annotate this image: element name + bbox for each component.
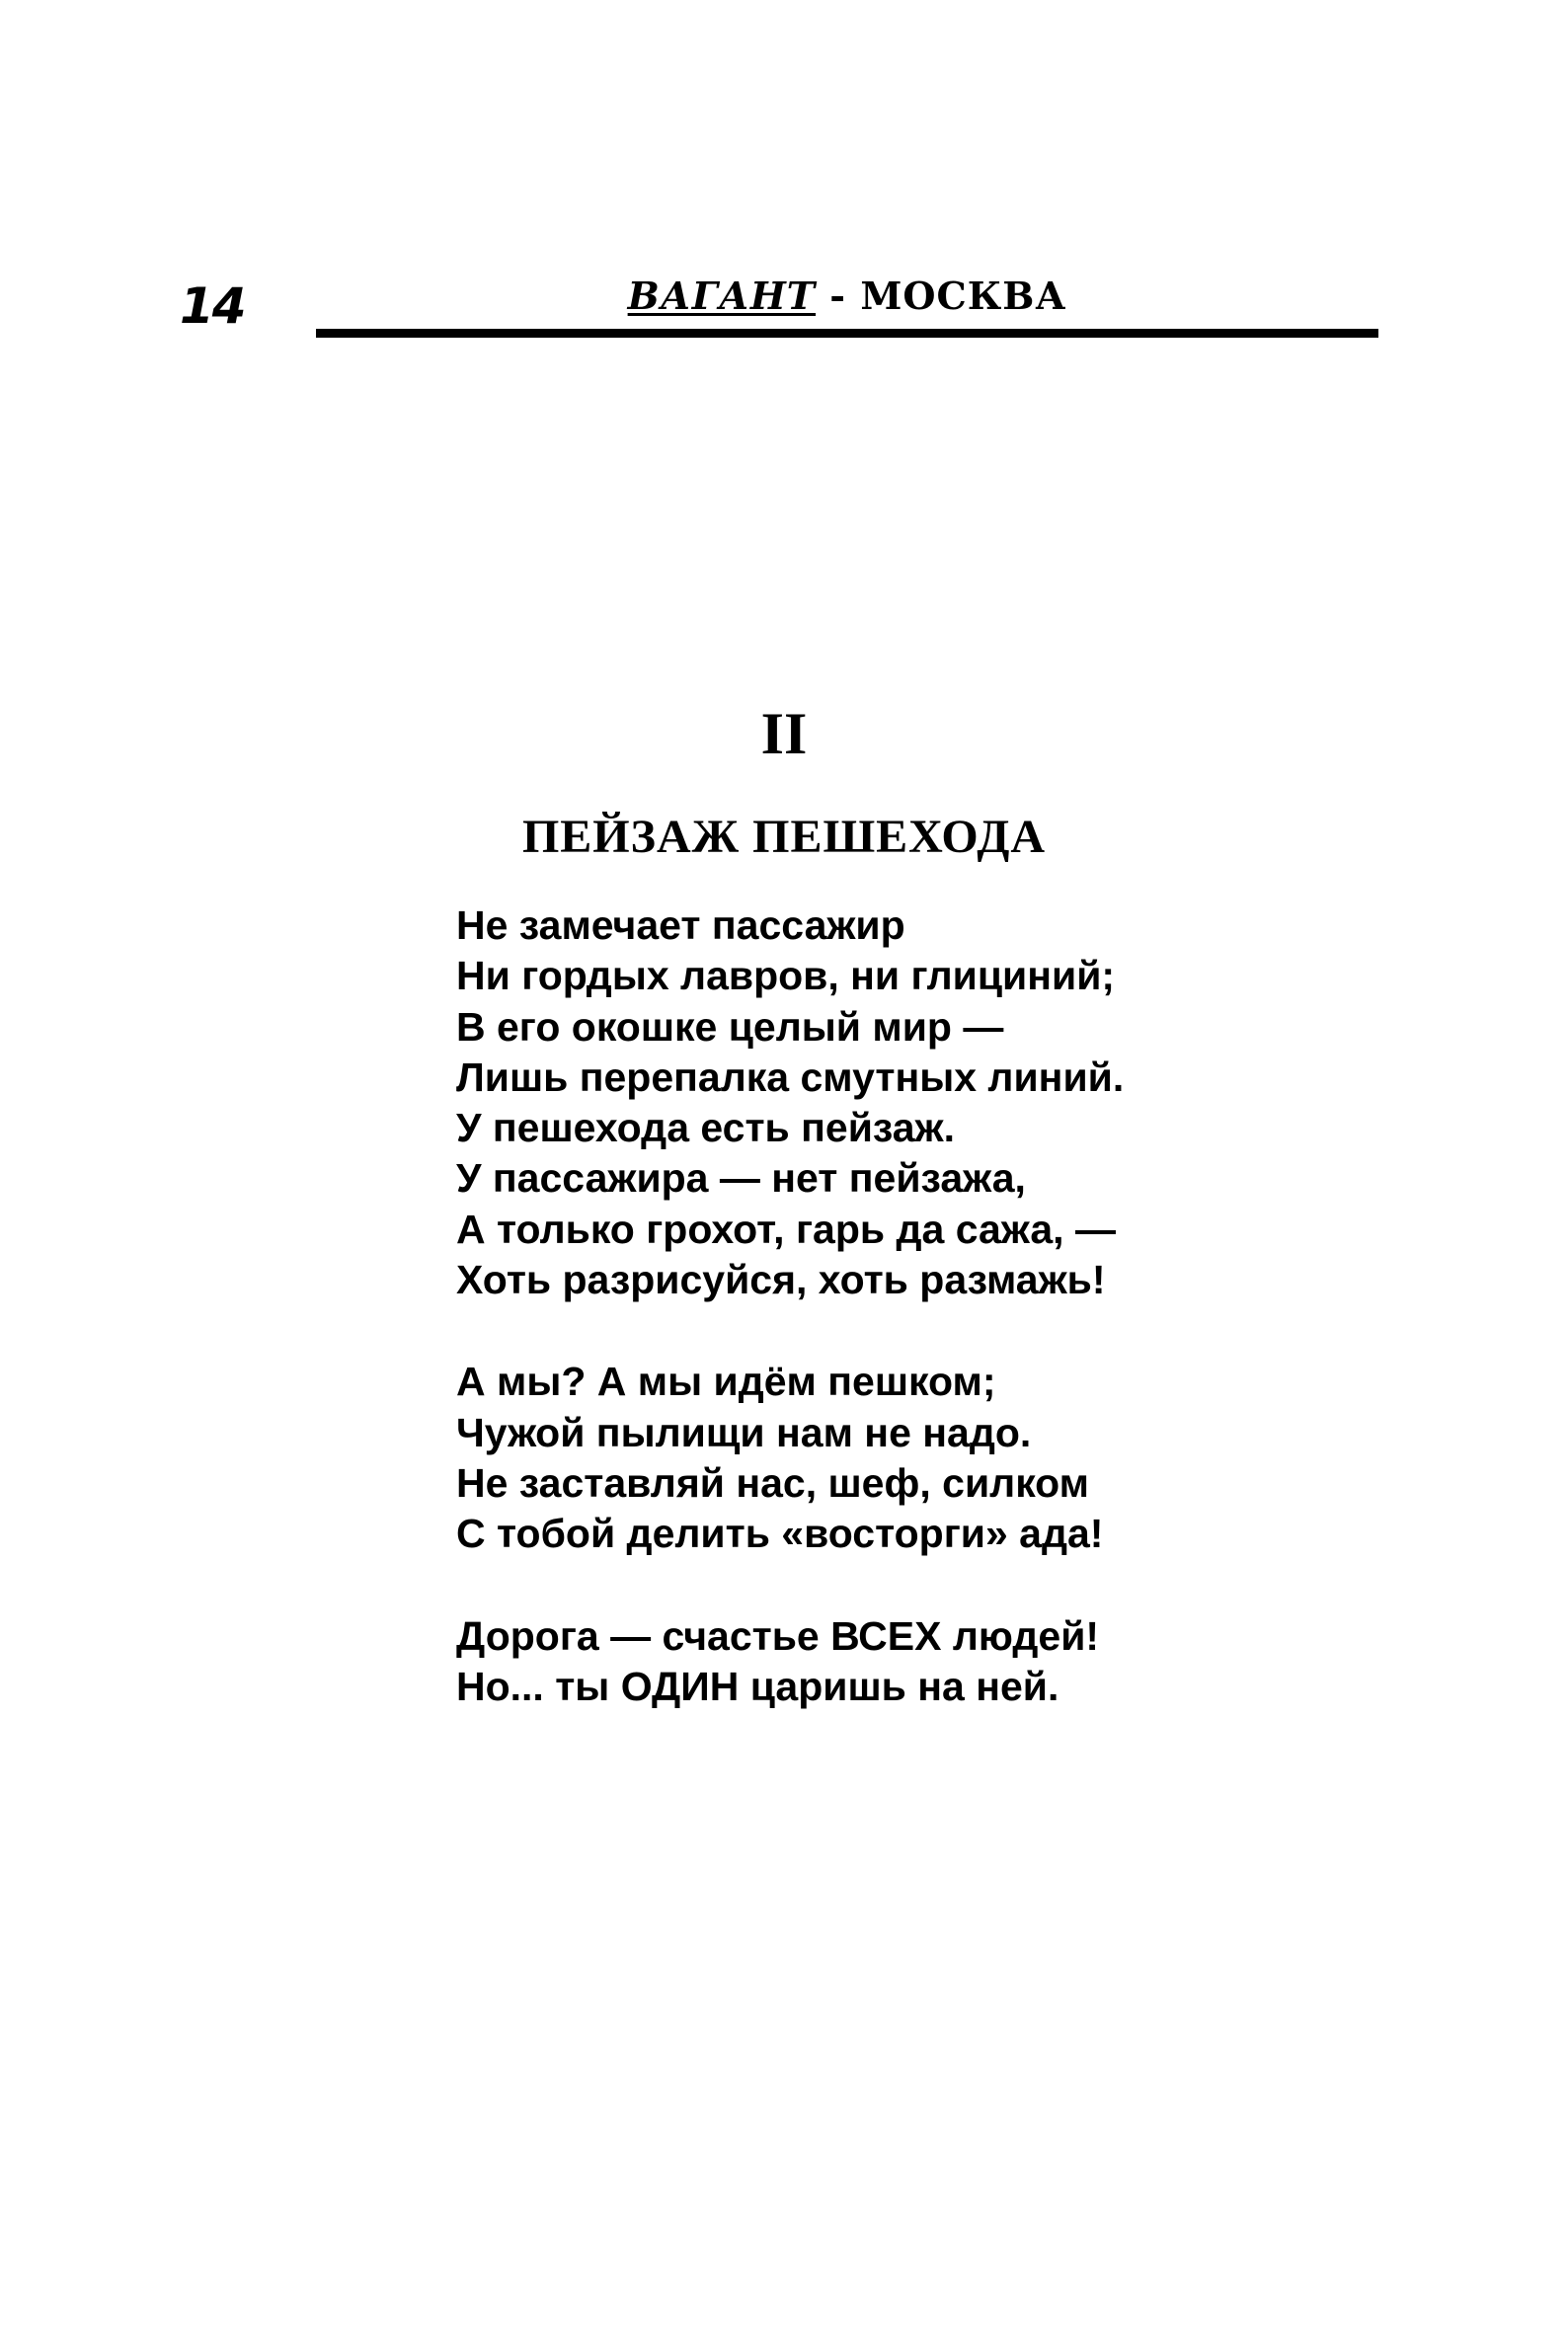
poem-line: А только грохот, гарь да сажа, — — [456, 1206, 1116, 1252]
poem-line: У пешехода есть пейзаж. — [456, 1105, 956, 1151]
poem-title: ПЕЙЗАЖ ПЕШЕХОДА — [521, 811, 1047, 863]
running-head — [316, 272, 1378, 321]
poem-line: Но... ты ОДИН царишь на ней. — [456, 1663, 1059, 1709]
poem-line: С тобой делить «восторги» ада! — [456, 1511, 1104, 1557]
poem-line: Хоть разрисуйся, хоть размажь! — [456, 1257, 1106, 1303]
page-number: 14 — [180, 277, 245, 335]
poem-line: Дорога — счастье ВСЕХ людей! — [456, 1612, 1100, 1659]
poem-line: Чужой пылищи нам не надо. — [456, 1409, 1032, 1455]
poem-line: У пассажира — нет пейзажа, — [456, 1155, 1026, 1202]
poem-line: Лишь перепалка смутных линий. — [456, 1054, 1125, 1100]
stanza — [456, 1357, 1444, 1559]
running-head-separator: - — [829, 273, 847, 318]
stanza — [456, 1611, 1444, 1713]
chapter-number: II — [760, 701, 808, 766]
publisher-brand: ВАГАНТ — [627, 273, 817, 318]
poem-body — [456, 900, 1444, 1763]
poem-line: В его окошке целый мир — — [456, 1003, 1004, 1050]
poem-line: Не замечает пассажир — [456, 902, 905, 948]
header-rule — [316, 329, 1378, 338]
poem-line: Ни гордых лавров, ни глициний; — [456, 953, 1116, 999]
stanza — [456, 900, 1444, 1305]
running-head-city: МОСКВА — [860, 273, 1067, 318]
poem-line: А мы? А мы идём пешком; — [456, 1359, 996, 1405]
poem-line: Не заставляй нас, шеф, силком — [456, 1459, 1090, 1506]
